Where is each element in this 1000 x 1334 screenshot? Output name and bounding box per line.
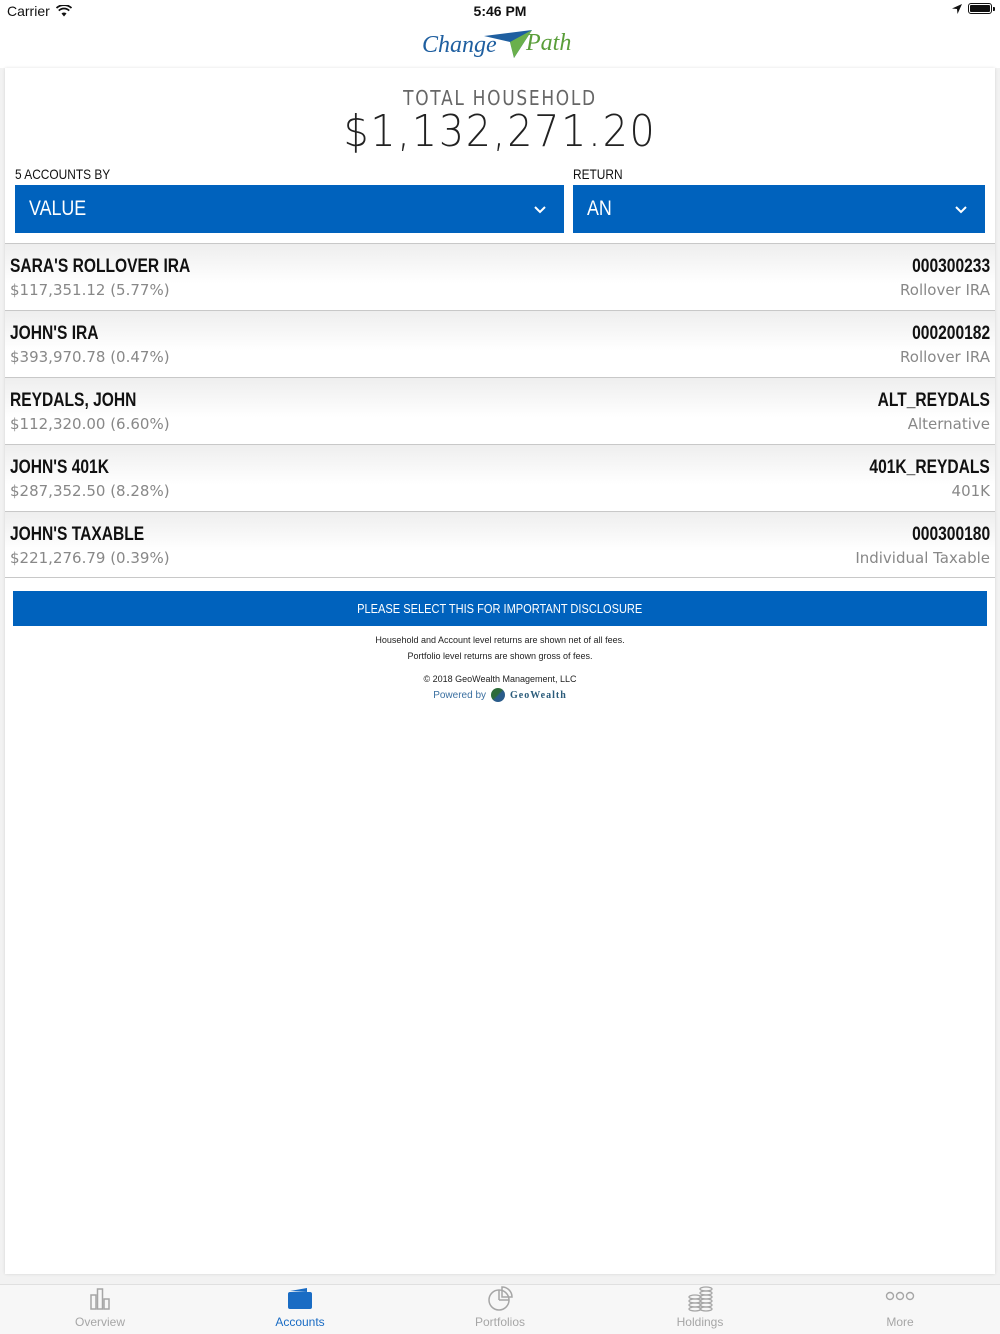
account-number: 000300180: [912, 524, 990, 545]
return-select[interactable]: [573, 185, 985, 233]
carrier-label: Carrier: [7, 3, 50, 19]
sort-by-label: 5 ACCOUNTS BY: [15, 166, 111, 182]
accounts-list: [5, 243, 995, 578]
account-number: ALT_REYDALS: [877, 390, 990, 411]
return-value: AN: [587, 197, 612, 220]
bar-chart-icon: [85, 1285, 115, 1315]
account-name: JOHN'S TAXABLE: [10, 524, 145, 545]
sort-by-select[interactable]: [15, 185, 564, 233]
account-row[interactable]: [5, 243, 995, 310]
app-header: [0, 22, 1000, 68]
tab-more[interactable]: [800, 1285, 1000, 1334]
tab-overview[interactable]: [0, 1285, 200, 1334]
account-name: JOHN'S 401K: [10, 457, 109, 478]
logo-word-change: Change: [422, 32, 497, 58]
tab-label: Holdings: [676, 1315, 724, 1329]
status-bar: [0, 0, 1000, 22]
disclosure-button-label: PLEASE SELECT THIS FOR IMPORTANT DISCLOSURE: [357, 601, 643, 616]
account-value: $393,970.78 (0.47%): [10, 348, 170, 366]
fees-note-portfolio: Portfolio level returns are shown gross of fees.: [407, 651, 593, 661]
powered-by-label: Powered by: [433, 689, 487, 701]
wallet-icon: [285, 1285, 315, 1315]
pie-chart-icon: [485, 1285, 515, 1315]
fees-note-household: Household and Account level returns are shown net of all fees.: [375, 635, 625, 645]
account-value: $112,320.00 (6.60%): [10, 415, 170, 433]
account-name: JOHN'S IRA: [10, 323, 99, 344]
tab-label: Portfolios: [474, 1315, 526, 1329]
account-row[interactable]: [5, 377, 995, 444]
account-value: $117,351.12 (5.77%): [10, 281, 170, 299]
account-name: SARA'S ROLLOVER IRA: [10, 256, 191, 277]
tab-label: Overview: [74, 1315, 125, 1329]
tab-portfolios[interactable]: [400, 1285, 600, 1334]
changepath-logo: [420, 24, 580, 64]
account-number: 000300233: [912, 256, 990, 277]
account-type: 401K: [951, 482, 990, 500]
powered-by: [5, 688, 995, 702]
tab-label: Accounts: [275, 1315, 325, 1329]
account-type: Individual Taxable: [855, 549, 990, 567]
account-row[interactable]: [5, 310, 995, 377]
coins-icon: [685, 1285, 715, 1315]
battery-icon: [968, 3, 992, 14]
tab-holdings[interactable]: [600, 1285, 800, 1334]
chevron-down-icon: [951, 199, 971, 219]
account-type: Rollover IRA: [900, 281, 990, 299]
account-row[interactable]: [5, 444, 995, 511]
tab-accounts[interactable]: [200, 1285, 400, 1334]
disclosure-button[interactable]: [13, 591, 987, 626]
account-value: $221,276.79 (0.39%): [10, 549, 170, 567]
more-icon: [885, 1285, 915, 1315]
sort-by-value: VALUE: [29, 197, 87, 220]
status-time: 5:46 PM: [473, 3, 527, 19]
account-type: Rollover IRA: [900, 348, 990, 366]
total-household-label: TOTAL HOUSEHOLD: [403, 86, 597, 110]
account-row[interactable]: [5, 511, 995, 578]
tab-label: More: [886, 1315, 914, 1329]
status-right: [952, 3, 992, 14]
total-household-value: $1,132,271.20: [343, 106, 657, 157]
account-value: $287,352.50 (8.28%): [10, 482, 170, 500]
return-label: RETURN: [573, 166, 623, 182]
chevron-down-icon: [530, 199, 550, 219]
account-number: 401K_REYDALS: [869, 457, 990, 478]
account-number: 000200182: [912, 323, 990, 344]
logo-word-path: Path: [526, 30, 572, 56]
tab-bar: [0, 1284, 1000, 1334]
geowealth-brand: GeoWealth: [510, 689, 567, 701]
location-arrow-icon: [952, 4, 962, 14]
accounts-card: [5, 68, 995, 1274]
account-type: Alternative: [907, 415, 990, 433]
geowealth-logo-icon: [491, 688, 505, 702]
account-name: REYDALS, JOHN: [10, 390, 137, 411]
copyright-text: © 2018 GeoWealth Management, LLC: [423, 674, 577, 684]
